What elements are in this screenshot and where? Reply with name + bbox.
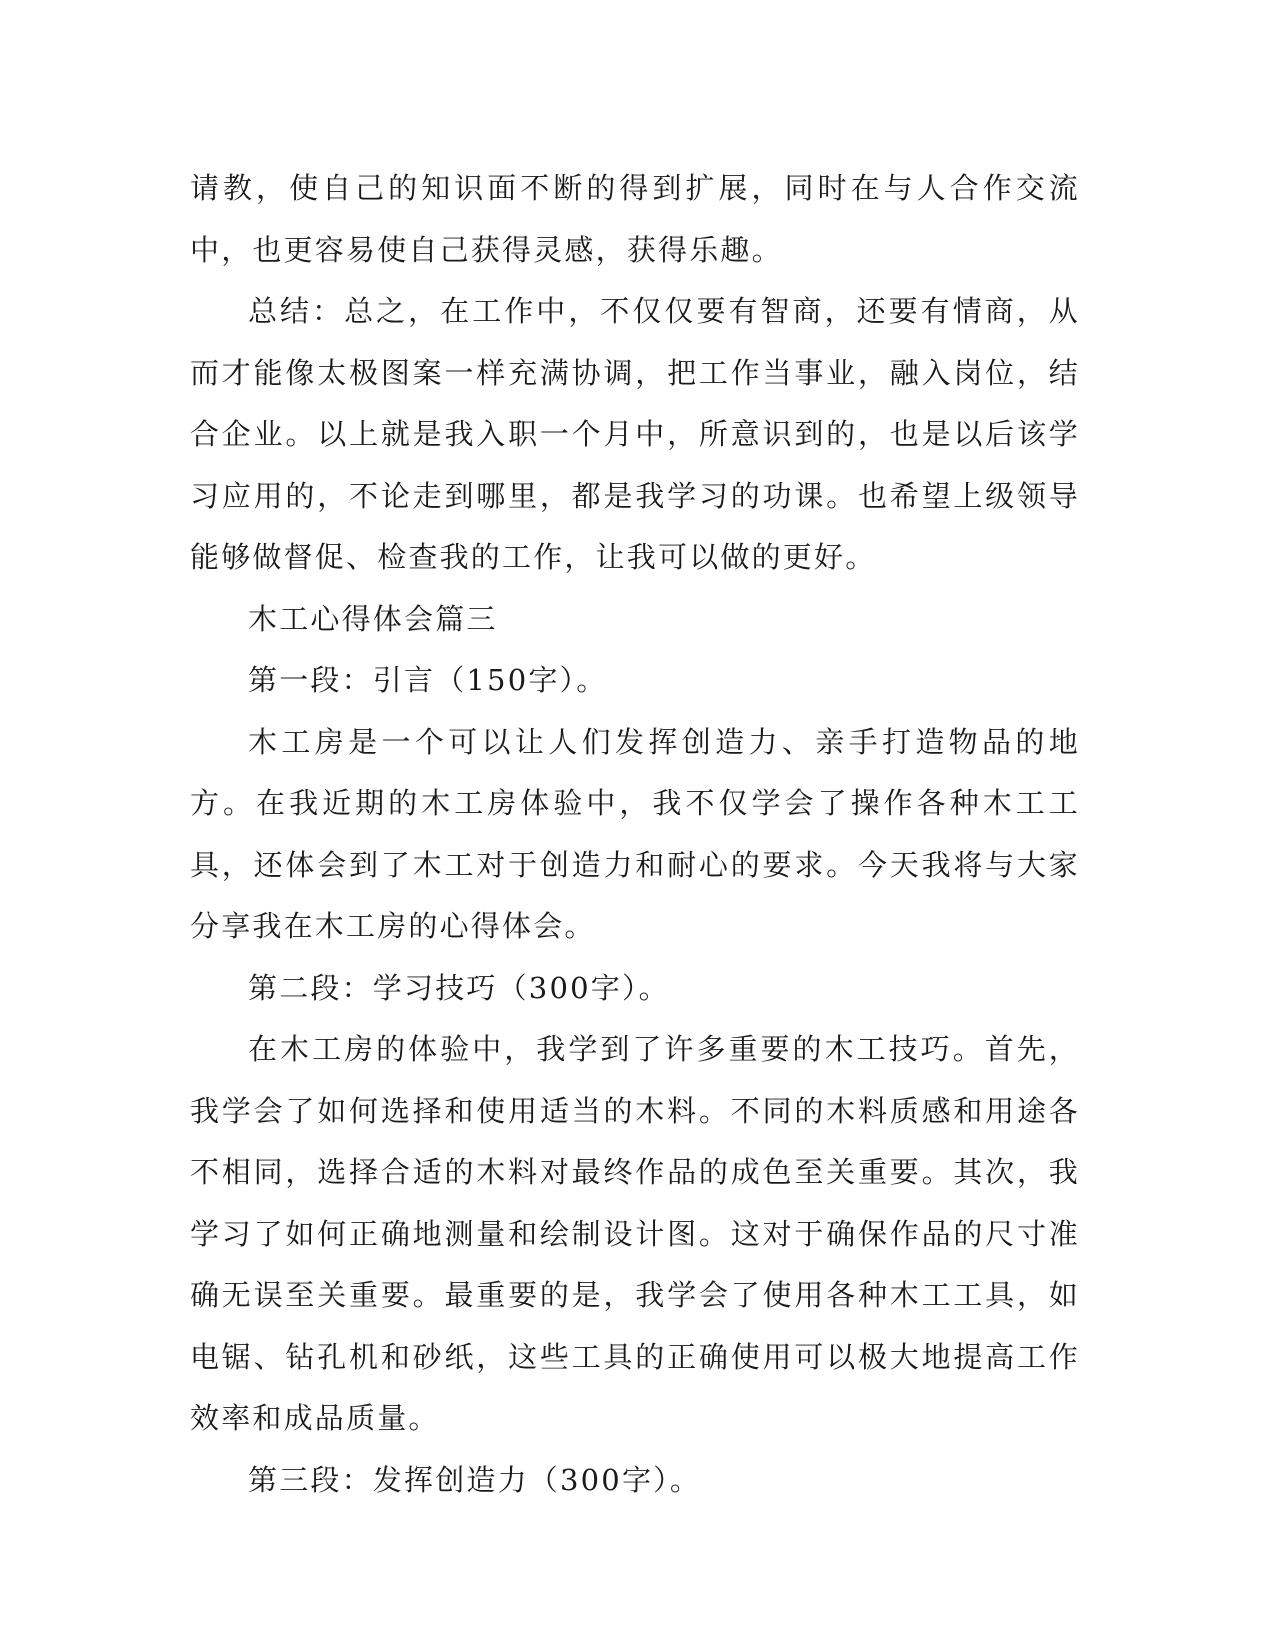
- paragraph-summary: 总结：总之，在工作中，不仅仅要有智商，还要有情商，从而才能像太极图案一样充满协调，把工作当事业，融入岗位，结合企业。以上就是我入职一个月中，所意识到的，也是以后该学习应用的，不论走到哪里，都是我学习的功课。也希望上级领导能够做督促、检查我的工作，让我可以做的更好。: [190, 294, 1080, 574]
- paragraph-continuation: 请教，使自己的知识面不断的得到扩展，同时在与人合作交流中，也更容易使自己获得灵感，获得乐趣。: [190, 171, 1080, 267]
- subheading-part-two: 第二段：学习技巧（300字）。: [248, 970, 670, 1005]
- section-heading: 木工心得体会篇三: [248, 601, 498, 636]
- paragraph-learning-skills: 在木工房的体验中，我学到了许多重要的木工技巧。首先，我学会了如何选择和使用适当的木料。不同的木料质感和用途各不相同，选择合适的木料对最终作品的成色至关重要。其次，我学习了如何正确地测量和绘制设计图。这对于确保作品的尺寸准确无误至关重要。最重要的是，我学会了使用各种木工工具，如电锯、钻孔机和砂纸，这些工具的正确使用可以极大地提高工作效率和成品质量。: [190, 1032, 1080, 1435]
- subheading-part-three: 第三段：发挥创造力（300字）。: [248, 1462, 702, 1497]
- subheading-part-one: 第一段：引言（150字）。: [248, 663, 608, 697]
- paragraph-introduction: 木工房是一个可以让人们发挥创造力、亲手打造物品的地方。在我近期的木工房体验中，我不仅学会了操作各种木工工具，还体会到了木工对于创造力和耐心的要求。今天我将与大家分享我在木工房的心得体会。: [190, 724, 1080, 943]
- document-body: [190, 158, 1080, 1511]
